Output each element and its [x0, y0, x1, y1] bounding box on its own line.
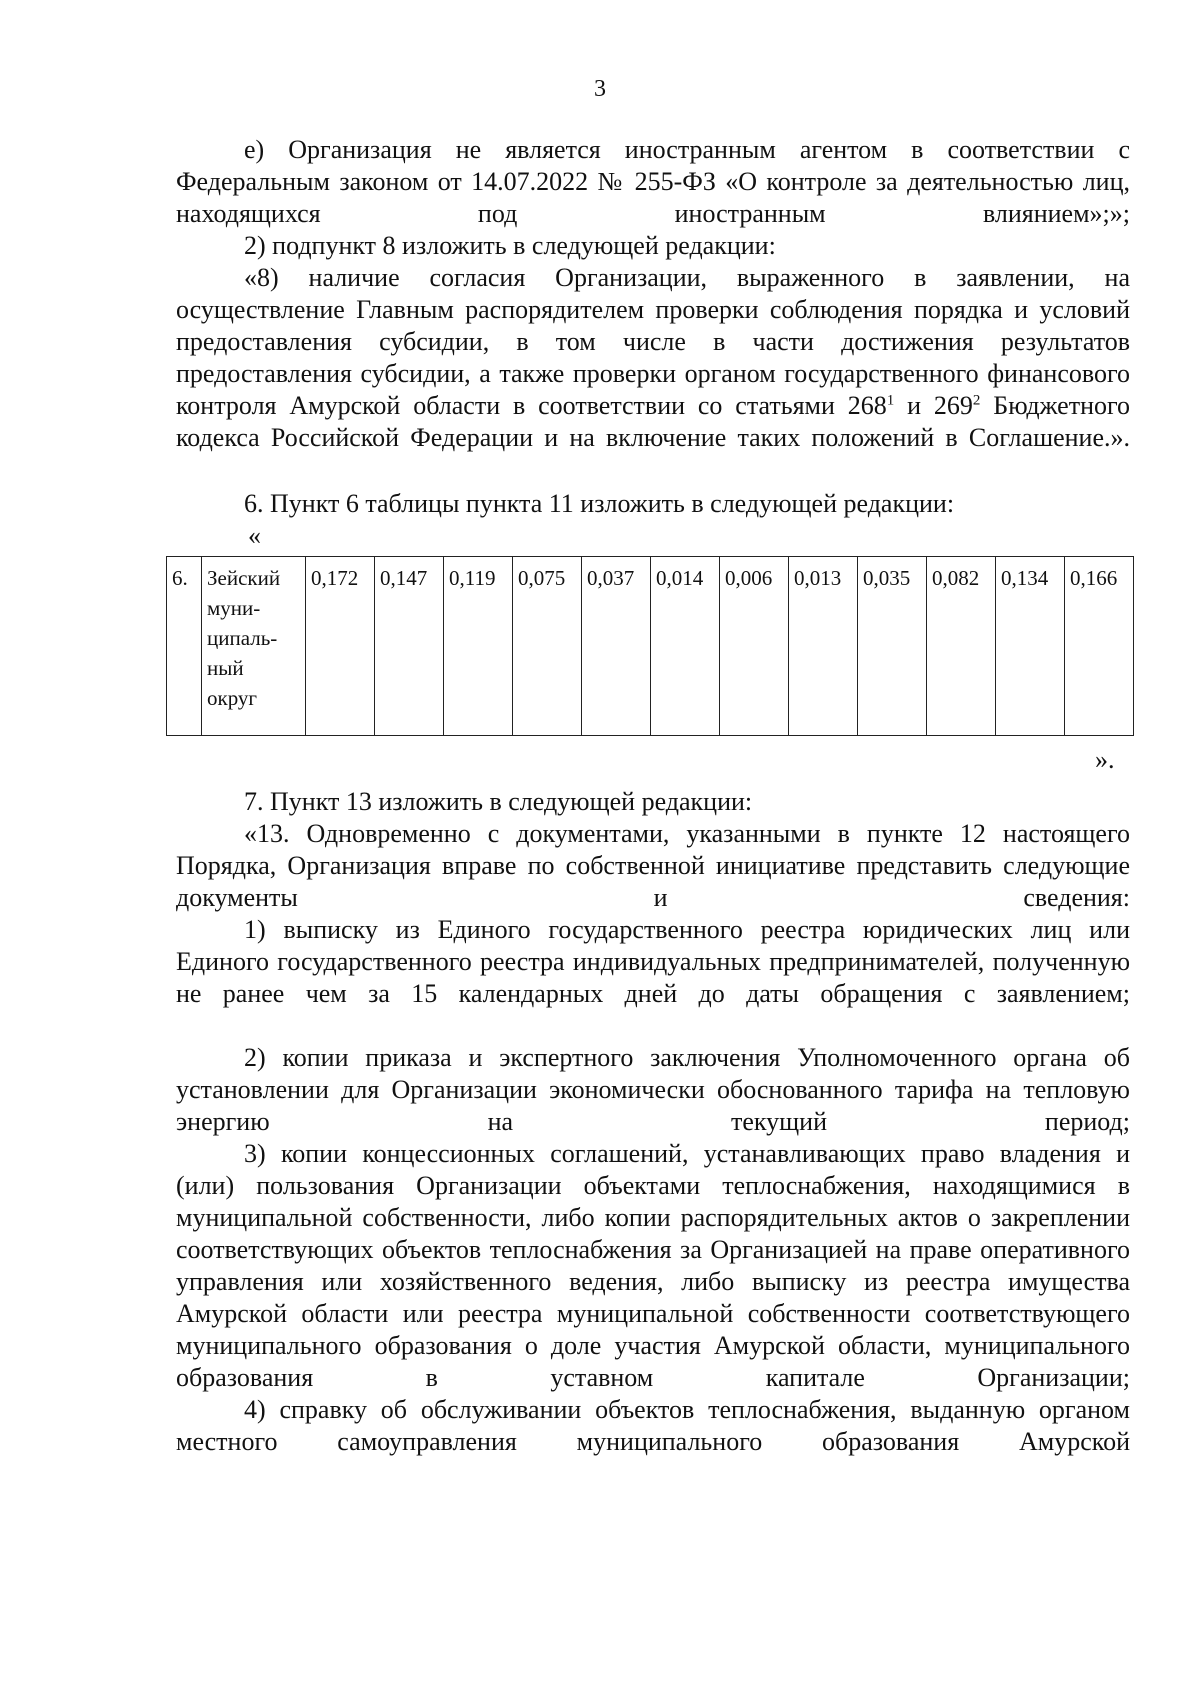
paragraph-8-text-a: «8) наличие согласия Организации, выраженного в заявлении, на осуществление Главным распорядителем проверки соблюдения порядка и условий предоставления субсидии, в том числе в части достижения результатов предоставления субсидии, а также проверки органом государственного финансового контроля Амурской области в соответствии со статьями 268 [176, 263, 1130, 420]
list-item-1-text: 1) выписку из Единого государственного реестра юридических лиц или Единого государственного реестра индивидуальных предпринимателей, полученную не ранее чем за 15 календарных дней до даты обращения с заявлением; [176, 915, 1130, 1008]
value-cell: 0,147 [375, 557, 444, 736]
value-cell: 0,166 [1065, 557, 1134, 736]
list-item-2-text: 2) копии приказа и экспертного заключения Уполномоченного органа об установлении для Организации экономически обоснованного тарифа на тепловую энергию на текущий период; [176, 1043, 1130, 1136]
value-cell: 0,119 [444, 557, 513, 736]
value-cell: 0,035 [858, 557, 927, 736]
value-cell: 0,134 [996, 557, 1065, 736]
paragraph-7: 7. Пункт 13 изложить в следующей редакции: [244, 787, 753, 816]
paragraph-13 [176, 818, 1130, 914]
paragraph-e [176, 134, 1130, 230]
value-cell: 0,082 [927, 557, 996, 736]
paragraph-13-text: «13. Одновременно с документами, указанными в пункте 12 настоящего Порядка, Организация вправе по собственной инициативе представить следующие документы и сведения: [176, 819, 1130, 912]
value-cell: 0,172 [306, 557, 375, 736]
paragraph-8 [176, 262, 1130, 454]
list-item-4-text: 4) справку об обслуживании объектов теплоснабжения, выданную органом местного самоуправления муниципального образования Амурской [176, 1395, 1130, 1456]
list-item-4 [176, 1394, 1130, 1458]
list-item-3 [176, 1138, 1130, 1394]
page-number: 3 [594, 76, 606, 102]
footnote-sup-1: 1 [886, 392, 895, 409]
table-row [167, 557, 1134, 736]
footnote-sup-2: 2 [972, 392, 981, 409]
row-number-cell: 6. [167, 557, 202, 736]
list-item-2 [176, 1042, 1130, 1138]
paragraph-8-text-b: и 269 [894, 391, 973, 420]
district-name-cell: Зейский муни- ципаль- ный округ [202, 557, 306, 736]
replacement-table [166, 556, 1134, 736]
value-cell: 0,075 [513, 557, 582, 736]
paragraph-2: 2) подпункт 8 изложить в следующей редакции: [244, 231, 776, 260]
value-cell: 0,013 [789, 557, 858, 736]
paragraph-e-text: е) Организация не является иностранным агентом в соответствии с Федеральным законом от 14.07.2022 № 255-ФЗ «О контроле за деятельностью лиц, находящихся под иностранным влиянием»;»; [176, 135, 1130, 228]
value-cell: 0,014 [651, 557, 720, 736]
quote-close: ». [1095, 745, 1115, 774]
list-item-3-text: 3) копии концессионных соглашений, устанавливающих право владения и (или) пользования Организации объектами теплоснабжения, находящимися в муниципальной собственности, либо копии распорядительных актов о закреплении соответствующих объектов теплоснабжения за Организацией на праве оперативного управления или хозяйственного ведения, либо выписку из реестра имущества Амурской области или реестра муниципальной собственности соответствующего муниципального образования о доле участия Амурской области, муниципального образования в уставном капитале Организации; [176, 1139, 1130, 1392]
quote-open: « [248, 521, 261, 550]
value-cell: 0,037 [582, 557, 651, 736]
paragraph-6: 6. Пункт 6 таблицы пункта 11 изложить в следующей редакции: [244, 489, 955, 518]
list-item-1 [176, 914, 1130, 1010]
value-cell: 0,006 [720, 557, 789, 736]
paragraph-8-text-c: Бюджетного кодекса Российской Федерации и на включение таких положений в Соглашение.». [176, 391, 1130, 452]
